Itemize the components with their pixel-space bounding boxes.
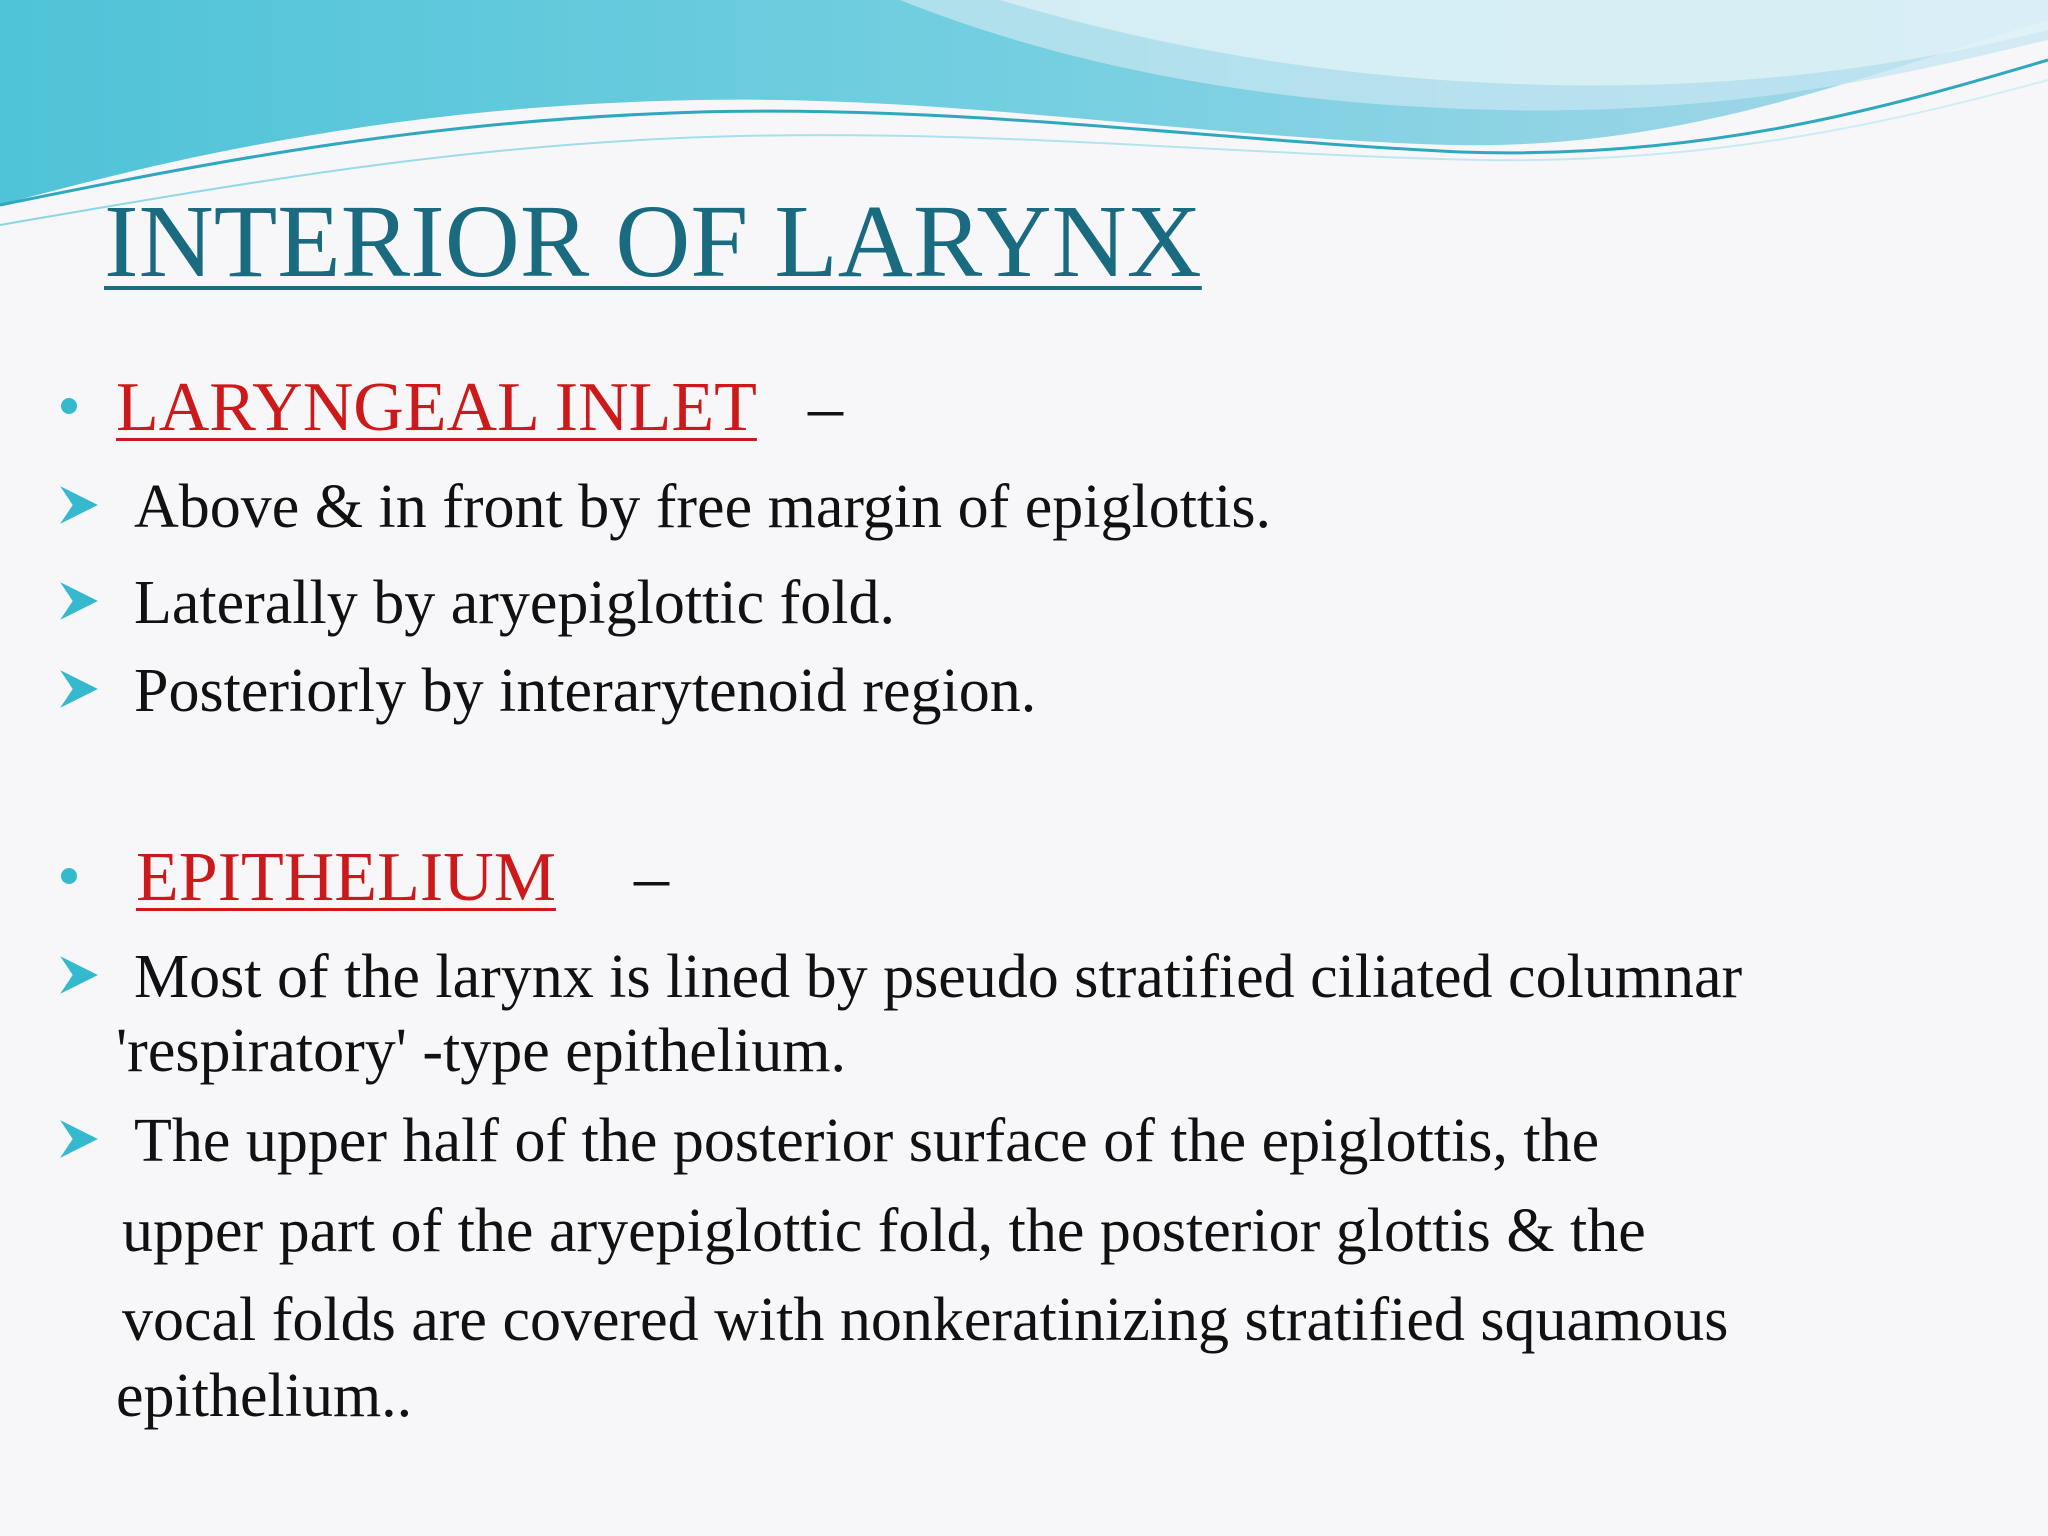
arrowhead-bullet-icon (58, 580, 100, 622)
round-dot-icon (61, 398, 77, 414)
list-item-line: Most of the larynx is lined by pseudo stratified ciliated columnar (134, 943, 1743, 1011)
list-item: Laterally by aryepiglottic fold. (134, 569, 895, 637)
list-item-line: vocal folds are covered with nonkeratinizing stratified squamous (122, 1286, 1729, 1354)
arrowhead-bullet-icon (58, 668, 100, 710)
slide-title: INTERIOR OF LARYNX (104, 184, 1202, 299)
section-heading: EPITHELIUM (136, 839, 556, 916)
arrowhead-bullet-icon (58, 954, 100, 996)
heading-separator: – (808, 369, 843, 446)
arrowhead-bullet-icon (58, 1118, 100, 1160)
list-item-line: 'respiratory' -type epithelium. (116, 1017, 846, 1085)
list-item-line: epithelium.. (116, 1362, 413, 1430)
round-dot-icon (61, 868, 77, 884)
list-item-line: upper part of the aryepiglottic fold, the posterior glottis & the (122, 1197, 1646, 1265)
heading-separator: – (634, 839, 669, 916)
list-item-line: The upper half of the posterior surface of the epiglottis, the (134, 1107, 1600, 1175)
list-item: Above & in front by free margin of epiglottis. (134, 473, 1272, 541)
section-heading: LARYNGEAL INLET (116, 369, 757, 446)
arrowhead-bullet-icon (58, 484, 100, 526)
list-item: Posteriorly by interarytenoid region. (134, 657, 1037, 725)
